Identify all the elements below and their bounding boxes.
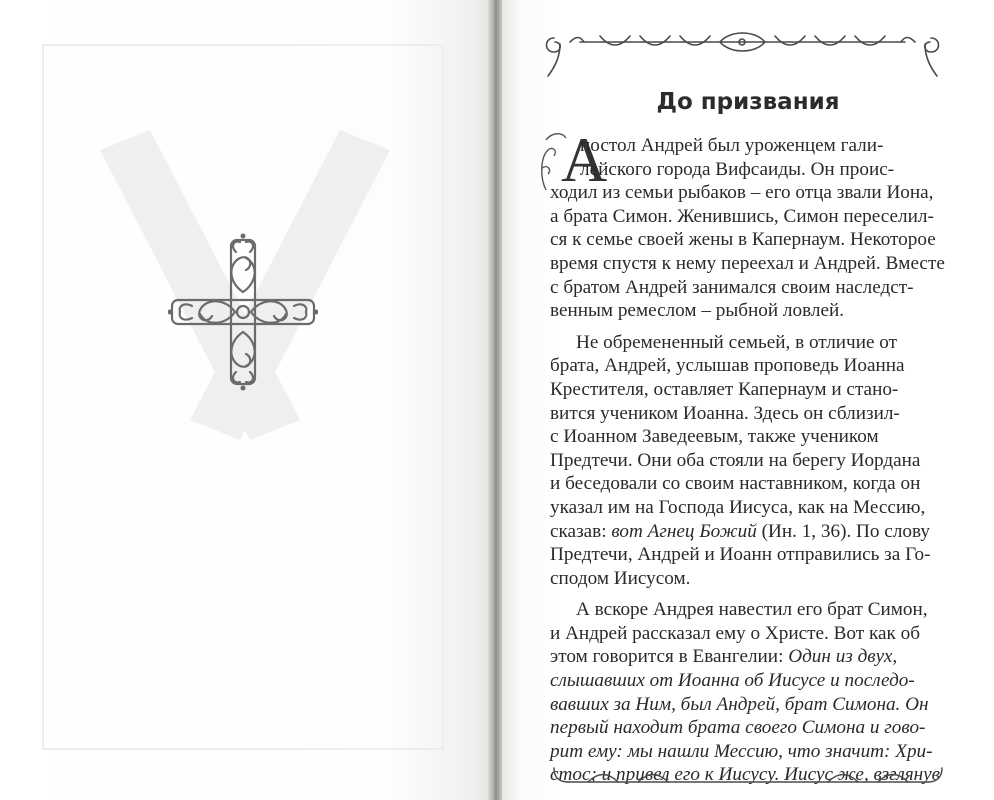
text-line: и Андрей рассказал ему о Христе. Вот как об (550, 622, 920, 644)
text-line: лейского города Вифсаиды. Он проис- (580, 158, 895, 180)
text-line: брата, Андрей, услышав проповедь Иоанна (550, 355, 905, 377)
text-line: стос; и привел его к Иисусу. Иисус же, взглянув (550, 764, 940, 786)
book-gutter (488, 0, 502, 800)
header-ornament-icon (540, 32, 945, 82)
text-line: сподом Иисусом. (550, 567, 691, 589)
drop-cap-letter: А (561, 124, 608, 195)
text-line: Крестителя, оставляет Капернаум и стано- (550, 378, 899, 400)
text-line: время спустя к нему переехал и Андрей. Вместе (550, 252, 945, 274)
text-line: А вскоре Андрея навестил его брат Симон, (576, 599, 928, 621)
left-page (0, 0, 492, 800)
text-line: указал им на Господа Иисуса, как на Мессию, (550, 496, 926, 518)
text-line: вавших за Ним, был Андрей, брат Симона. Он (550, 693, 929, 715)
text-line: первый находит брата своего Симона и гово- (550, 717, 926, 739)
show-through-cross-icon (0, 0, 492, 800)
text-line: сказав: вот Агнец Божий (Ин. 1, 36). По слову (550, 520, 930, 542)
text-line: Предтечи. Они оба стояли на берегу Иордана (550, 449, 921, 471)
text-line: с братом Андрей занимался своим наследст- (550, 276, 914, 298)
text-line: вится учеником Иоанна. Здесь он сблизил- (550, 402, 900, 424)
text-line: ся к семье своей жены в Капернаум. Некоторое (550, 229, 936, 251)
text-line: рит ему: мы нашли Мессию, что значит: Хри- (550, 740, 933, 762)
text-line: ходил из семьи рыбаков – его отца звали Иона, (550, 182, 934, 204)
text-line: этом говорится в Евангелии: Один из двух, (550, 646, 898, 668)
text-line: а брата Симон. Женившись, Симон переселил- (550, 205, 934, 227)
body-text (550, 134, 948, 787)
text-line: слышавших от Иоанна об Иисусе и последо- (550, 670, 915, 692)
text-line: Не обремененный семьей, в отличие от (576, 331, 898, 353)
text-line: постол Андрей был уроженцем гали- (580, 135, 884, 156)
text-line: с Иоанном Заведеевым, также учеником (550, 426, 879, 448)
text-line: и беседовали со своим наставником, когда он (550, 473, 921, 495)
text-line: венным ремеслом – рыбной ловлей. (550, 300, 845, 322)
chapter-title: До призвания (656, 89, 840, 115)
footer-ornament-icon (548, 764, 948, 788)
cross-ornament-icon (168, 232, 318, 392)
text-line: Предтечи, Андрей и Иоанн отправились за Го- (550, 544, 931, 566)
